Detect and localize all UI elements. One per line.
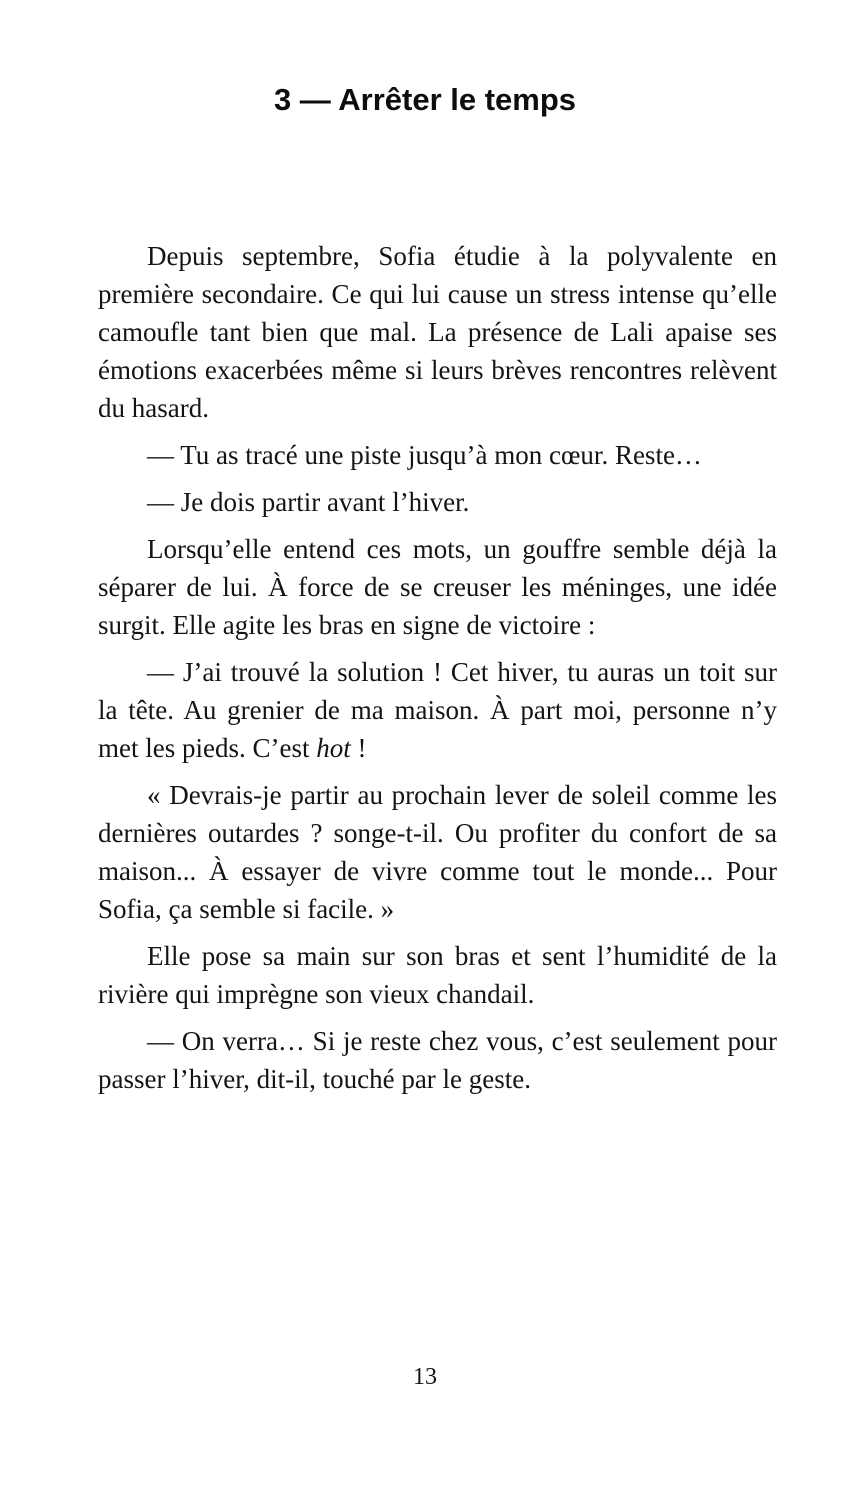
text-segment: — On verra… Si je reste chez vous, c’est seulement pour passer l’hiver, dit-il, touché par le geste.	[98, 1026, 777, 1094]
paragraph-5	[98, 653, 777, 767]
text-segment: Lorsqu’elle entend ces mots, un gouffre semble déjà la séparer de lui. À force de se creuser les méninges, une idée surgit. Elle agite les bras en signe de victoire :	[98, 534, 777, 640]
text-segment: « Devrais-je partir au prochain lever de soleil comme les dernières outardes ? songe-t-il. Ou profiter du confort de sa maison... À essayer de vivre comme tout le monde... Pour Sofia, ça semble si facile. »	[98, 780, 777, 924]
text-segment: — Je dois partir avant l’hiver.	[147, 487, 470, 517]
text-segment: — J’ai trouvé la solution ! Cet hiver, tu auras un toit sur la tête. Au grenier de ma maison. À part moi, personne n’y met les pieds. C’est	[98, 657, 777, 763]
page-number: 13	[413, 1364, 437, 1390]
text-segment: Elle pose sa main sur son bras et sent l’humidité de la rivière qui imprègne son vieux chandail.	[98, 941, 777, 1009]
body-text	[98, 237, 777, 1098]
italic-text-segment: hot	[316, 733, 351, 763]
paragraph-8	[98, 1022, 777, 1098]
paragraph-7	[98, 937, 777, 1013]
paragraph-2	[98, 436, 777, 474]
paragraph-3	[98, 483, 777, 521]
text-segment: — Tu as tracé une piste jusqu’à mon cœur. Reste…	[147, 440, 702, 470]
text-segment: Depuis septembre, Sofia étudie à la polyvalente en première secondaire. Ce qui lui cause un stress intense qu’elle camoufle tant bien que mal. La présence de Lali apaise ses émotions exacerbées même si leurs brèves rencontres relèvent du hasard.	[98, 241, 777, 423]
paragraph-1	[98, 237, 777, 427]
paragraph-4	[98, 530, 777, 644]
paragraph-6	[98, 776, 777, 928]
chapter-title: 3 — Arrêter le temps	[273, 82, 577, 117]
text-segment: !	[350, 733, 367, 763]
